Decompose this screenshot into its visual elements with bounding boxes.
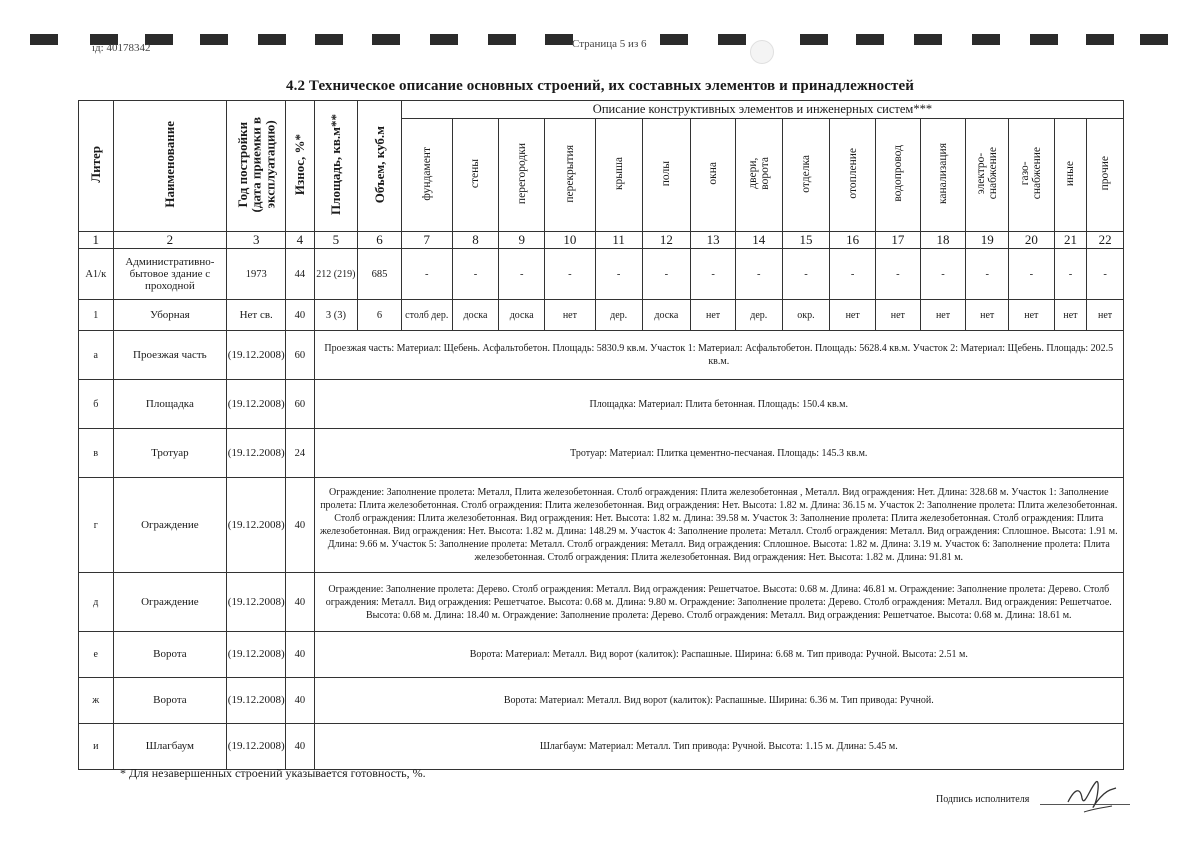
cell-element: нет: [1054, 300, 1086, 331]
binding-hole-mark: [545, 34, 573, 45]
col-header-windows: окна: [691, 119, 736, 232]
col-number: 5: [314, 232, 358, 249]
cell-description: Площадка: Материал: Плита бетонная. Площадь: 150.4 кв.м.: [314, 380, 1123, 429]
col-number: 16: [830, 232, 876, 249]
cell-element: -: [1087, 249, 1124, 300]
cell-description: Ворота: Материал: Металл. Вид ворот (калиток): Распашные. Ширина: 6.68 м. Тип привода: Ручной. Высота: 2.51 м.: [314, 632, 1123, 678]
cell-liter: А1/к: [79, 249, 114, 300]
col-header-partitions: перегородки: [499, 119, 545, 232]
col-number: 22: [1087, 232, 1124, 249]
binding-hole-mark: [200, 34, 228, 45]
col-number: 2: [113, 232, 227, 249]
col-number: 8: [452, 232, 499, 249]
col-header-gas: газо- снабжение: [1009, 119, 1055, 232]
col-header-heating: отопление: [830, 119, 876, 232]
cell-element: -: [876, 249, 921, 300]
cell-element: нет: [920, 300, 966, 331]
cell-wear: 44: [286, 249, 314, 300]
col-header-wear: Износ, %*: [286, 101, 314, 232]
col-header-name: Наименование: [113, 101, 227, 232]
binding-hole-mark: [1086, 34, 1114, 45]
binding-hole-mark: [315, 34, 343, 45]
cell-liter: в: [79, 429, 114, 478]
table-row: [79, 678, 1124, 724]
binding-hole-mark: [430, 34, 458, 45]
table-row: [79, 429, 1124, 478]
binding-hole-mark: [1030, 34, 1058, 45]
cell-liter: б: [79, 380, 114, 429]
cell-name: Тротуар: [113, 429, 227, 478]
cell-name: Проезжая часть: [113, 331, 227, 380]
cell-volume: 6: [358, 300, 402, 331]
table-row: [79, 331, 1124, 380]
cell-year: (19.12.2008): [227, 478, 286, 573]
cell-year: 1973: [227, 249, 286, 300]
col-number: 4: [286, 232, 314, 249]
cell-wear: 60: [286, 380, 314, 429]
table-row: [79, 632, 1124, 678]
cell-liter: и: [79, 724, 114, 770]
binding-hole-mark: [1140, 34, 1168, 45]
punched-hole: [750, 40, 774, 64]
col-group-header: Описание конструктивных элементов и инженерных систем***: [401, 101, 1123, 119]
cell-liter: д: [79, 573, 114, 632]
cell-wear: 40: [286, 724, 314, 770]
table-row: [79, 478, 1124, 573]
col-number: 10: [545, 232, 596, 249]
cell-element: -: [642, 249, 691, 300]
binding-hole-mark: [30, 34, 58, 45]
cell-element: -: [782, 249, 830, 300]
cell-element: нет: [545, 300, 596, 331]
cell-element: столб дер.: [401, 300, 452, 331]
cell-element: нет: [966, 300, 1009, 331]
cell-name: Шлагбаум: [113, 724, 227, 770]
cell-name: Уборная: [113, 300, 227, 331]
cell-description: Тротуар: Материал: Плитка цементно-песчаная. Площадь: 145.3 кв.м.: [314, 429, 1123, 478]
page-number: Страница 5 из 6: [572, 38, 647, 50]
col-header-roof: крыша: [595, 119, 642, 232]
table-row: [79, 380, 1124, 429]
cell-name: Ограждение: [113, 573, 227, 632]
col-header-area: Площадь, кв.м**: [314, 101, 358, 232]
cell-element: -: [735, 249, 782, 300]
cell-wear: 40: [286, 678, 314, 724]
cell-element: доска: [642, 300, 691, 331]
cell-wear: 40: [286, 573, 314, 632]
col-number: 19: [966, 232, 1009, 249]
col-header-walls: стены: [452, 119, 499, 232]
col-header-year: Год постройки (дата приемки в эксплуатацию): [227, 101, 286, 232]
col-header-finishing: отделка: [782, 119, 830, 232]
col-number: 9: [499, 232, 545, 249]
col-header-electricity: электро- снабжение: [966, 119, 1009, 232]
binding-hole-mark: [856, 34, 884, 45]
cell-name: Ограждение: [113, 478, 227, 573]
cell-description: Ограждение: Заполнение пролета: Металл, Плита железобетонная. Столб ограждения: Плита железобетонная , Металл. Вид ограждения: Нет. Длина: 328.68 м. Участок 1: Заполнение пролета: Плита железобетонная. Столб ограждения: Плита железобетонная. Вид ограждения: Нет. Высота: 1.82 м. Длина: 36.15 м. Участок 2: Заполнение пролета: Плита железобетонная. Столб ограждения: Плита железобетонная. Вид ограждения: Нет. Высота: 1.82 м. Длина: 39.58 м. Участок 3: Заполнение пролета: Плита железобетонная. Столб ограждения: Плита железобетонная. Вид ограждения: Нет. Высота: 1.82 м. Длина: 148.29 м. Участок 4: Заполнение пролета: Металл. Столб ограждения: Металл. Вид ограждения: Сплошное. Высота: 1.91 м. Длина: 9.66 м. Участок 5: Заполнение пролета: Металл. Столб ограждения: Металл. Вид ограждения: Сплошное. Высота: 1.82 м. Длина: 3.19 м. Участок 6: Заполнение пролета: Плита железобетонная. Столб ограждения: Плита железобетонная. Вид ограждения: Нет. Высота: 1.82 м. Длина: 91.81 м.: [314, 478, 1123, 573]
cell-element: -: [1054, 249, 1086, 300]
buildings-table: [78, 100, 1124, 770]
binding-hole-mark: [488, 34, 516, 45]
cell-name: Ворота: [113, 632, 227, 678]
cell-liter: г: [79, 478, 114, 573]
cell-year: (19.12.2008): [227, 331, 286, 380]
cell-element: доска: [499, 300, 545, 331]
cell-year: Нет св.: [227, 300, 286, 331]
cell-wear: 40: [286, 300, 314, 331]
binding-hole-mark: [258, 34, 286, 45]
col-number: 3: [227, 232, 286, 249]
cell-element: нет: [691, 300, 736, 331]
cell-liter: а: [79, 331, 114, 380]
cell-element: -: [401, 249, 452, 300]
cell-element: дер.: [735, 300, 782, 331]
cell-element: доска: [452, 300, 499, 331]
cell-element: -: [830, 249, 876, 300]
cell-element: -: [920, 249, 966, 300]
cell-element: нет: [1087, 300, 1124, 331]
binding-hole-mark: [372, 34, 400, 45]
binding-hole-mark: [914, 34, 942, 45]
cell-liter: 1: [79, 300, 114, 331]
col-number: 15: [782, 232, 830, 249]
col-number: 14: [735, 232, 782, 249]
col-number: 12: [642, 232, 691, 249]
cell-wear: 40: [286, 632, 314, 678]
cell-element: нет: [876, 300, 921, 331]
col-number: 11: [595, 232, 642, 249]
col-header-liter: Литер: [79, 101, 114, 232]
cell-element: нет: [830, 300, 876, 331]
table-row: [79, 249, 1124, 300]
col-number: 1: [79, 232, 114, 249]
cell-name: Площадка: [113, 380, 227, 429]
col-number: 21: [1054, 232, 1086, 249]
cell-area: 212 (219): [314, 249, 358, 300]
cell-element: -: [499, 249, 545, 300]
col-number: 18: [920, 232, 966, 249]
col-header-floors-slabs: перекрытия: [545, 119, 596, 232]
col-number: 6: [358, 232, 402, 249]
document-id: ід: 40178342: [92, 42, 151, 54]
col-header-misc: прочие: [1087, 119, 1124, 232]
cell-description: Проезжая часть: Материал: Щебень. Асфальтобетон. Площадь: 5830.9 кв.м. Участок 1: Материал: Асфальтобетон. Площадь: 5628.4 кв.м. Участок 2: Материал: Щебень. Площадь: 202.5 кв.м.: [314, 331, 1123, 380]
cell-wear: 24: [286, 429, 314, 478]
cell-liter: ж: [79, 678, 114, 724]
page-title: 4.2 Техническое описание основных строений, их составных элементов и принадлежностей: [286, 78, 914, 94]
footnote: * Для незавершенных строений указывается готовность, %.: [120, 766, 426, 780]
cell-year: (19.12.2008): [227, 429, 286, 478]
signature-label: Подпись исполнителя: [936, 794, 1030, 805]
cell-element: -: [691, 249, 736, 300]
cell-element: окр.: [782, 300, 830, 331]
col-number: 13: [691, 232, 736, 249]
cell-area: 3 (3): [314, 300, 358, 331]
cell-name: Административно-бытовое здание с проходной: [113, 249, 227, 300]
cell-element: -: [966, 249, 1009, 300]
cell-element: дер.: [595, 300, 642, 331]
cell-year: (19.12.2008): [227, 573, 286, 632]
binding-hole-mark: [660, 34, 688, 45]
binding-hole-mark: [718, 34, 746, 45]
cell-element: -: [452, 249, 499, 300]
col-header-other: иные: [1054, 119, 1086, 232]
table-row: [79, 573, 1124, 632]
col-header-floors: полы: [642, 119, 691, 232]
col-header-foundation: фундамент: [401, 119, 452, 232]
cell-element: -: [545, 249, 596, 300]
col-header-sewer: канализация: [920, 119, 966, 232]
cell-year: (19.12.2008): [227, 678, 286, 724]
column-numbers-row: [79, 232, 1124, 249]
cell-description: Ограждение: Заполнение пролета: Дерево. Столб ограждения: Металл. Вид ограждения: Решетчатое. Высота: 0.68 м. Длина: 46.81 м. Ограждение: Заполнение пролета: Дерево. Столб ограждения: Металл. Вид ограждения: Решетчатое. Высота: 0.68 м. Длина: 9.80 м. Ограждение: Заполнение пролета: Дерево. Столб ограждения: Металл. Вид ограждения: Решетчатое. Высота: 0.68 м. Длина: 18.40 м. Ограждение: Заполнение пролета: Дерево. Столб ограждения: Металл. Вид ограждения: Решетчатое. Высота: 0.68 м. Длина: 18.61 м.: [314, 573, 1123, 632]
cell-liter: е: [79, 632, 114, 678]
col-number: 17: [876, 232, 921, 249]
binding-hole-mark: [972, 34, 1000, 45]
handwritten-signature: [1060, 768, 1120, 818]
table-row: [79, 300, 1124, 331]
cell-element: -: [595, 249, 642, 300]
cell-wear: 60: [286, 331, 314, 380]
cell-year: (19.12.2008): [227, 380, 286, 429]
cell-wear: 40: [286, 478, 314, 573]
col-number: 20: [1009, 232, 1055, 249]
cell-description: Шлагбаум: Материал: Металл. Тип привода: Ручной. Высота: 1.15 м. Длина: 5.45 м.: [314, 724, 1123, 770]
col-number: 7: [401, 232, 452, 249]
col-header-water: водопровод: [876, 119, 921, 232]
cell-year: (19.12.2008): [227, 632, 286, 678]
col-header-doors: двери, ворота: [735, 119, 782, 232]
cell-description: Ворота: Материал: Металл. Вид ворот (калиток): Распашные. Ширина: 6.36 м. Тип привода: Ручной.: [314, 678, 1123, 724]
cell-element: нет: [1009, 300, 1055, 331]
cell-volume: 685: [358, 249, 402, 300]
table-row: [79, 724, 1124, 770]
binding-hole-mark: [800, 34, 828, 45]
cell-element: -: [1009, 249, 1055, 300]
cell-name: Ворота: [113, 678, 227, 724]
cell-year: (19.12.2008): [227, 724, 286, 770]
col-header-volume: Объем, куб.м: [358, 101, 402, 232]
